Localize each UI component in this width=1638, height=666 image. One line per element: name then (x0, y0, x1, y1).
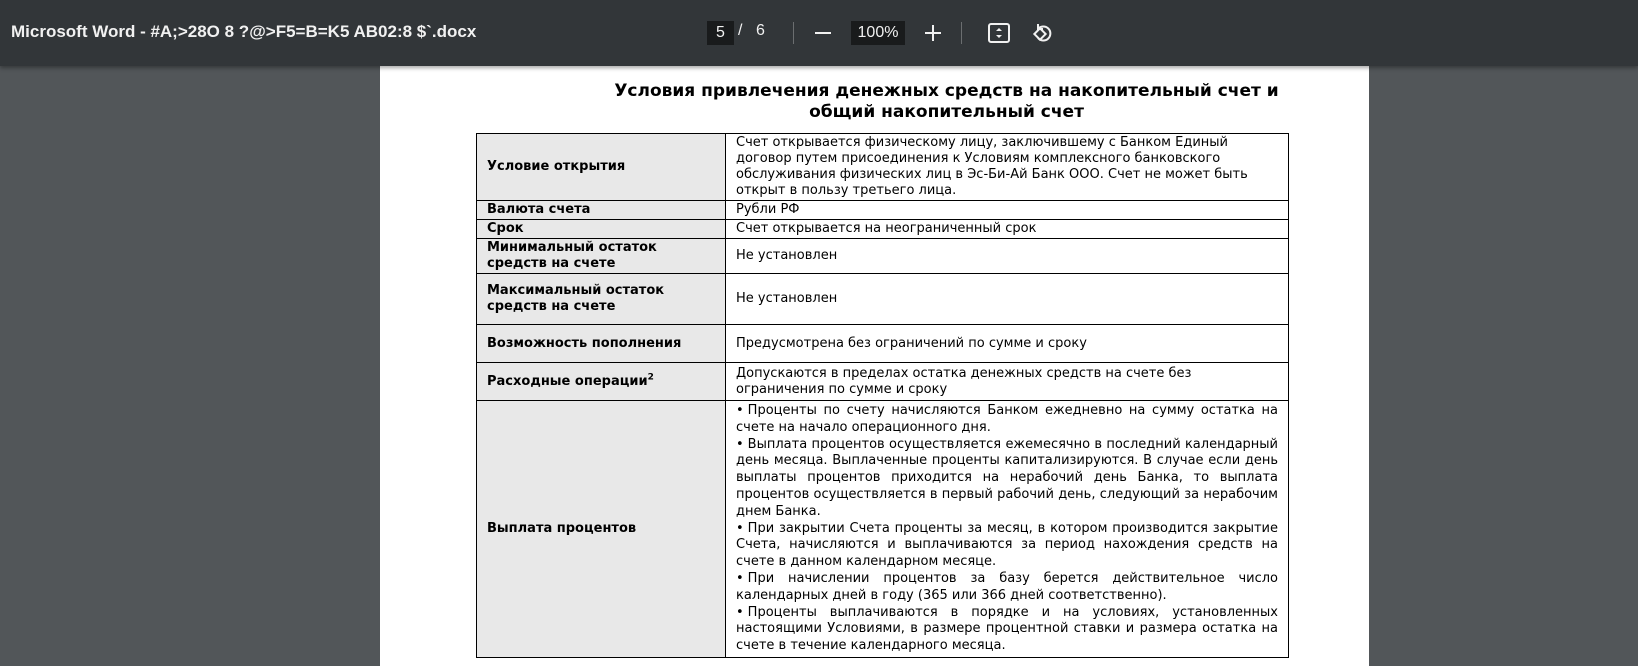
row-label: Выплата процентов (477, 401, 726, 658)
document-title: Microsoft Word - #A;>28O 8 ?@>F5=B=K5 AB02:8 $`.docx (11, 22, 477, 41)
row-value: Счет открывается физическому лицу, заключившему с Банком Единый договор путем присоединения к Условиям комплексного банковского обслуживания физических лиц в Эс-Би-Ай Банк ООО. Счет не может быть открыт в пользу третьего лица. (726, 134, 1289, 201)
rotate-icon (1031, 21, 1055, 45)
row-value: Счет открывается на неограниченный срок (726, 220, 1289, 239)
row-label: Условие открытия (477, 134, 726, 201)
toolbar-divider (793, 22, 794, 44)
document-page (380, 66, 1369, 666)
row-label-text: Расходные операции (487, 373, 648, 389)
rotate-button[interactable] (1027, 17, 1059, 49)
row-label: Срок (477, 220, 726, 239)
zoom-out-button[interactable] (807, 17, 839, 49)
row-label: Возможность пополнения (477, 325, 726, 363)
conditions-table (476, 133, 1289, 658)
fit-page-button[interactable] (983, 17, 1015, 49)
table-row (477, 201, 1289, 220)
list-item: • При закрытии Счета проценты за месяц, в котором производится закрытие Счета, начисляются и выплачиваются за период нахождения средств на счете в данном календарном месяце. (736, 520, 1278, 570)
row-value: Рубли РФ (726, 201, 1289, 220)
minus-icon (814, 24, 832, 42)
heading-line-2: общий накопительный счет (809, 102, 1084, 122)
row-label (477, 363, 726, 401)
page-heading (575, 81, 1318, 123)
table-row (477, 239, 1289, 274)
heading-line-1: Условия привлечения денежных средств на накопительный счет и (614, 81, 1279, 101)
table-row (477, 274, 1289, 325)
row-label: Минимальный остаток средств на счете (477, 239, 726, 274)
list-item: • Проценты выплачиваются в порядке и на условиях, установленных настоящими Условиями, в размере процентной ставки и размера остатка на счете в течение календарного месяца. (736, 604, 1278, 654)
list-item: • При начислении процентов за базу берется действительное число календарных дней в году (365 или 366 дней соответственно). (736, 570, 1278, 603)
list-item: • Выплата процентов осуществляется ежемесячно в последний календарный день месяца. Выплаченные проценты капитализируются. В случае если день выплаты процентов приходится на нерабочий день Банка, то выплата процентов осуществляется в первый рабочий день, следующий за нерабочим днем Банка. (736, 436, 1278, 519)
table-row (477, 325, 1289, 363)
row-value: Предусмотрена без ограничений по сумме и сроку (726, 325, 1289, 363)
fit-page-icon (987, 22, 1011, 44)
pdf-toolbar (0, 0, 1638, 66)
footnote-marker: 2 (647, 372, 654, 383)
interest-bullets (726, 401, 1289, 658)
table-row (477, 134, 1289, 201)
row-value: Не установлен (726, 239, 1289, 274)
row-label: Максимальный остаток средств на счете (477, 274, 726, 325)
row-value: Допускаются в пределах остатка денежных средств на счете без ограничения по сумме и сроку (726, 363, 1289, 401)
table-row (477, 363, 1289, 401)
page-separator: / (738, 22, 743, 39)
plus-icon (924, 24, 942, 42)
zoom-input[interactable]: 100% (851, 21, 905, 45)
row-label: Валюта счета (477, 201, 726, 220)
row-value: Не установлен (726, 274, 1289, 325)
current-page-input[interactable]: 5 (707, 21, 734, 45)
table-row (477, 220, 1289, 239)
list-item: • Проценты по счету начисляются Банком ежедневно на сумму остатка на счете на начало операционного дня. (736, 403, 1278, 435)
total-pages: 6 (756, 22, 765, 39)
zoom-in-button[interactable] (917, 17, 949, 49)
toolbar-divider (961, 22, 962, 44)
table-row (477, 401, 1289, 658)
